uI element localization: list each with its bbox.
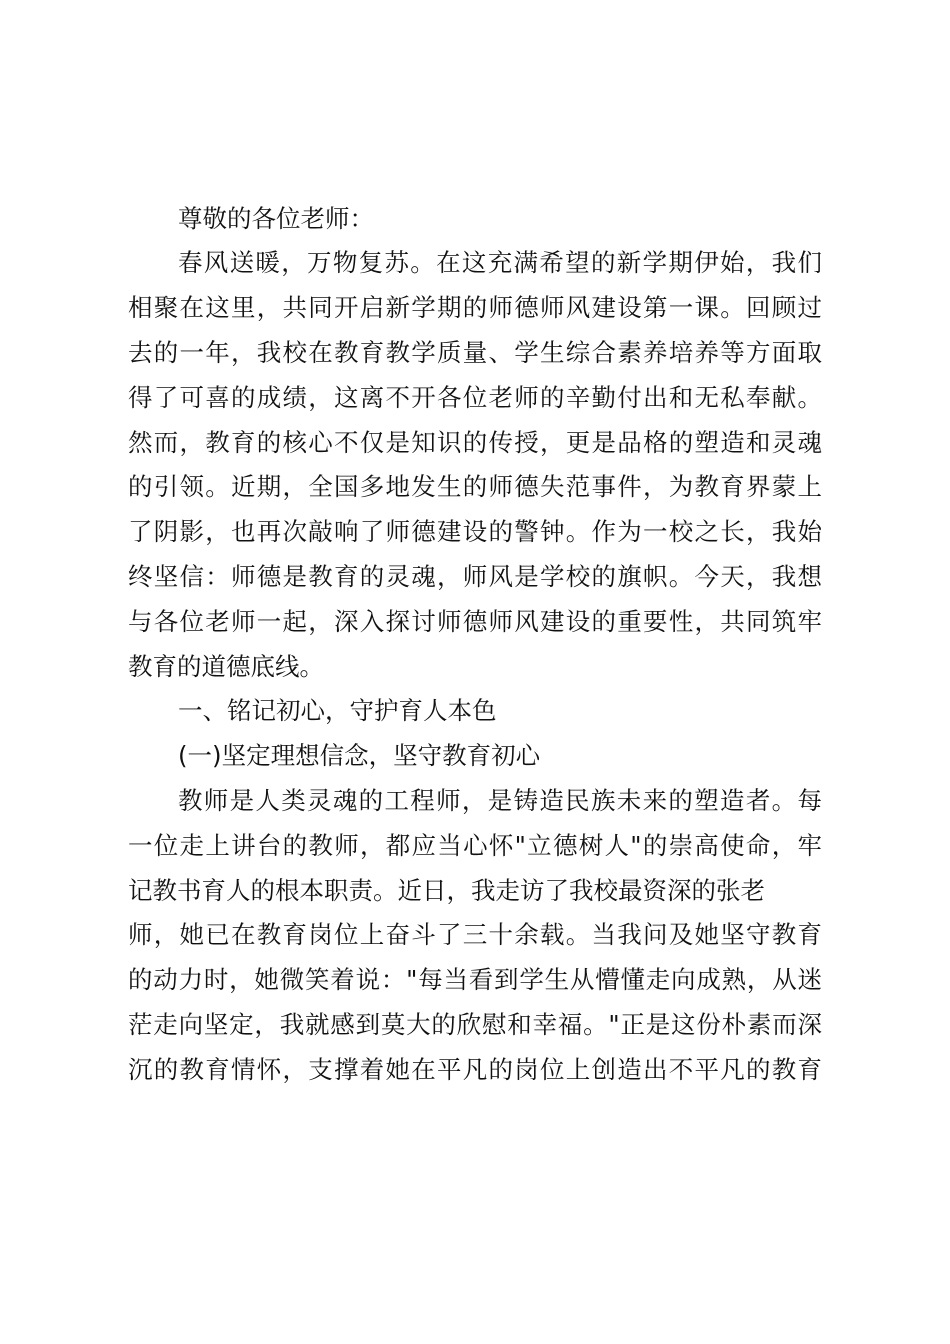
paragraph-line: 的动力时，她微笑着说："每当看到学生从懵懂走向成熟，从迷 (128, 965, 822, 994)
paragraph-line: 相聚在这里，共同开启新学期的师德师风建设第一课。回顾过 (128, 293, 822, 322)
paragraph-line: 师，她已在教育岗位上奋斗了三十余载。当我问及她坚守教育 (128, 920, 822, 949)
paragraph-line: 沉的教育情怀，支撑着她在平凡的岗位上创造出不平凡的教育 (128, 1055, 822, 1084)
paragraph-line: 的引领。近期，全国多地发生的师德失范事件，为教育界蒙上 (128, 472, 822, 501)
paragraph-line: 记教书育人的根本职责。近日，我走访了我校最资深的张老 (128, 876, 765, 905)
subsection-heading: (一)坚定理想信念，坚守教育初心 (178, 741, 541, 770)
paragraph-line: 教育的道德底线。 (128, 652, 324, 681)
paragraph-line: 与各位老师一起，深入探讨师德师风建设的重要性，共同筑牢 (128, 607, 822, 636)
paragraph-line: 教师是人类灵魂的工程师，是铸造民族未来的塑造者。每 (178, 786, 822, 815)
paragraph-line: 终坚信：师德是教育的灵魂，师风是学校的旗帜。今天，我想 (128, 562, 822, 591)
paragraph-line: 春风送暖，万物复苏。在这充满希望的新学期伊始，我们 (178, 248, 822, 277)
paragraph-line: 茫走向坚定，我就感到莫大的欣慰和幸福。"正是这份朴素而深 (128, 1010, 822, 1039)
paragraph-line: 去的一年，我校在教育教学质量、学生综合素养培养等方面取 (128, 338, 822, 367)
paragraph-line: 得了可喜的成绩，这离不开各位老师的辛勤付出和无私奉献。 (128, 383, 822, 412)
salutation: 尊敬的各位老师： (178, 204, 374, 233)
paragraph-line: 了阴影，也再次敲响了师德建设的警钟。作为一校之长，我始 (128, 517, 822, 546)
paragraph-line: 然而，教育的核心不仅是知识的传授，更是品格的塑造和灵魂 (128, 428, 822, 457)
section-heading: 一、铭记初心，守护育人本色 (178, 696, 497, 725)
paragraph-line: 一位走上讲台的教师，都应当心怀"立德树人"的崇高使命，牢 (128, 831, 822, 860)
